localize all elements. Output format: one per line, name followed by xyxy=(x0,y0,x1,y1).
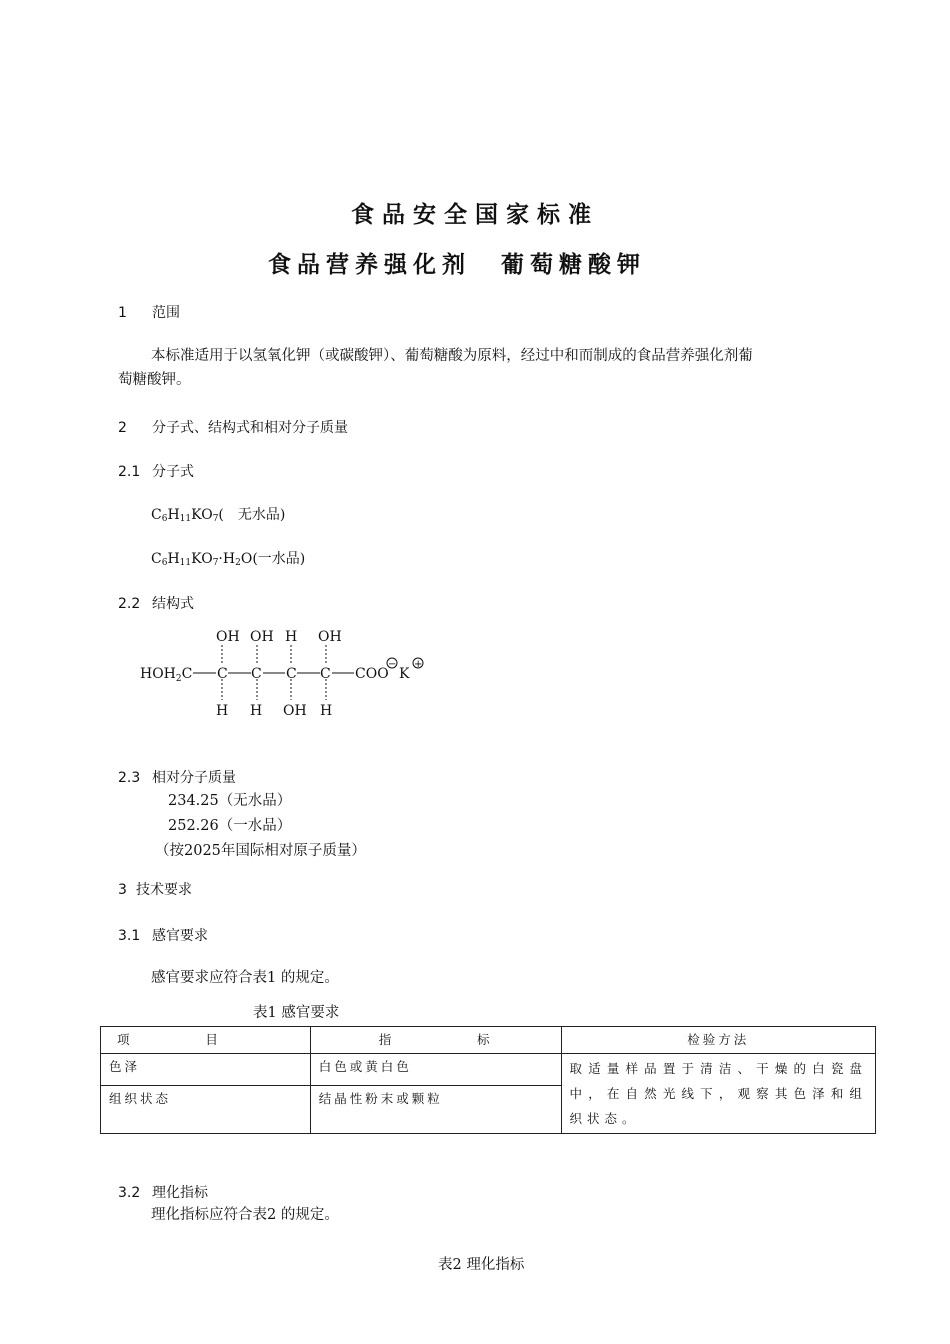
section-title: 相对分子质量 xyxy=(152,770,236,786)
section-title: 理化指标 xyxy=(152,1185,208,1201)
section-title: 结构式 xyxy=(152,596,194,612)
section-3-1-heading xyxy=(118,925,208,945)
carbon-atom: C xyxy=(251,666,262,682)
document-title: 食品安全国家标准 xyxy=(351,202,599,228)
bottom-substituent-4: H xyxy=(320,703,333,719)
group-hoh2c: $HOH_2C$ xyxy=(140,666,193,684)
section-title: 感官要求 xyxy=(152,928,208,944)
subtitle-right: 葡萄糖酸钾 xyxy=(501,252,646,278)
top-substituent-3: H xyxy=(285,629,298,645)
bottom-substituent-3: OH xyxy=(283,703,307,719)
table-header-cell xyxy=(310,1027,561,1054)
table-cell-method: 取适量样品置于清洁、干燥的白瓷盘中，在自然光线下，观察其色泽和组织状态。 xyxy=(561,1054,875,1134)
table-row xyxy=(101,1054,876,1086)
section-number: 2.2 xyxy=(118,596,141,612)
section-number: 3 xyxy=(118,882,127,898)
section-1-para-line2: 萄糖酸钾。 xyxy=(118,372,191,388)
section-3-heading xyxy=(118,879,192,899)
formula-subscript: 6 xyxy=(161,514,168,524)
table-cell: 组织状态 xyxy=(101,1086,311,1134)
bottom-substituent-1: H xyxy=(216,703,229,719)
formula-part: KO xyxy=(191,551,213,567)
formula-subscript: 11 xyxy=(179,558,192,568)
top-substituent-2: OH xyxy=(250,629,274,645)
section-1-para-line1: 本标准适用于以氢氧化钾（或碳酸钾）、葡萄糖酸为原料，经过中和而制成的食品营养强化剂葡 xyxy=(151,348,753,364)
formula-subscript: 7 xyxy=(212,514,219,524)
header-text: 标 xyxy=(477,1032,493,1047)
molar-mass-anhydrous: 234.25（无水品） xyxy=(168,793,292,809)
molar-mass-monohydrate: 252.26（一水品） xyxy=(168,818,292,834)
section-number: 3.2 xyxy=(118,1185,141,1201)
document-subtitle xyxy=(268,246,646,279)
section-title: 分子式 xyxy=(152,464,194,480)
formula-part: ·H xyxy=(218,551,236,567)
section-2-heading xyxy=(118,417,348,437)
formula-anhydrous xyxy=(151,504,285,524)
section-title: 分子式、结构式和相对分子质量 xyxy=(152,420,348,436)
header-text: 检验方法 xyxy=(687,1032,750,1047)
table-cell: 白色或黄白色 xyxy=(310,1054,561,1086)
molar-mass-note: （按2025年国际相对原子质量） xyxy=(155,843,366,859)
formula-part: C xyxy=(151,507,162,523)
carbon-atom: C xyxy=(320,666,331,682)
formula-monohydrate xyxy=(151,548,305,568)
formula-part: C xyxy=(151,551,162,567)
top-substituent-4: OH xyxy=(318,629,342,645)
table2-caption: 表2 理化指标 xyxy=(438,1257,525,1273)
header-text: 项 xyxy=(117,1032,133,1047)
section-number: 2.1 xyxy=(118,464,141,480)
formula-part: H xyxy=(167,551,180,567)
section-number: 2 xyxy=(118,420,127,436)
potassium-atom: K xyxy=(399,666,410,682)
table-cell: 色泽 xyxy=(101,1054,311,1086)
header-text: 目 xyxy=(205,1032,221,1047)
table-header-row xyxy=(101,1027,876,1054)
minus-sign: − xyxy=(388,659,397,670)
formula-part: O xyxy=(240,551,253,567)
formula-subscript: 11 xyxy=(179,514,192,524)
formula-note: (一水品) xyxy=(252,551,306,567)
subtitle-left: 食品营养强化剂 xyxy=(268,252,471,278)
section-number: 3.1 xyxy=(118,928,141,944)
section-3-1-para: 感官要求应符合表1 的规定。 xyxy=(151,970,339,986)
formula-subscript: 6 xyxy=(161,558,168,568)
structural-formula xyxy=(130,620,440,730)
table-header-cell xyxy=(101,1027,311,1054)
table1-caption: 表1 感官要求 xyxy=(253,1005,340,1021)
formula-part: KO xyxy=(191,507,213,523)
section-2-2-heading xyxy=(118,593,194,613)
section-1-heading xyxy=(118,302,180,322)
carbon-atom: C xyxy=(217,666,228,682)
section-3-2-para: 理化指标应符合表2 的规定。 xyxy=(151,1207,339,1223)
section-number: 1 xyxy=(118,305,127,321)
table1 xyxy=(100,1026,876,1134)
section-2-1-heading xyxy=(118,461,194,481)
bottom-substituent-2: H xyxy=(250,703,263,719)
table-cell: 结晶性粉末或颗粒 xyxy=(310,1086,561,1134)
header-text: 指 xyxy=(378,1032,395,1047)
section-number: 2.3 xyxy=(118,770,141,786)
section-title: 范围 xyxy=(152,305,180,321)
plus-sign: + xyxy=(414,659,423,670)
formula-part: H xyxy=(167,507,180,523)
formula-subscript: 2 xyxy=(235,558,241,568)
top-substituent-1: OH xyxy=(216,629,240,645)
carbon-atom: C xyxy=(286,666,297,682)
table-header-cell xyxy=(561,1027,875,1054)
formula-note: ( 无水品) xyxy=(218,507,286,523)
section-title: 技术要求 xyxy=(136,882,192,898)
section-2-3-heading xyxy=(118,767,236,787)
formula-subscript: 7 xyxy=(212,558,219,568)
section-3-2-heading xyxy=(118,1182,208,1202)
carboxylate-group: COO xyxy=(355,666,389,682)
